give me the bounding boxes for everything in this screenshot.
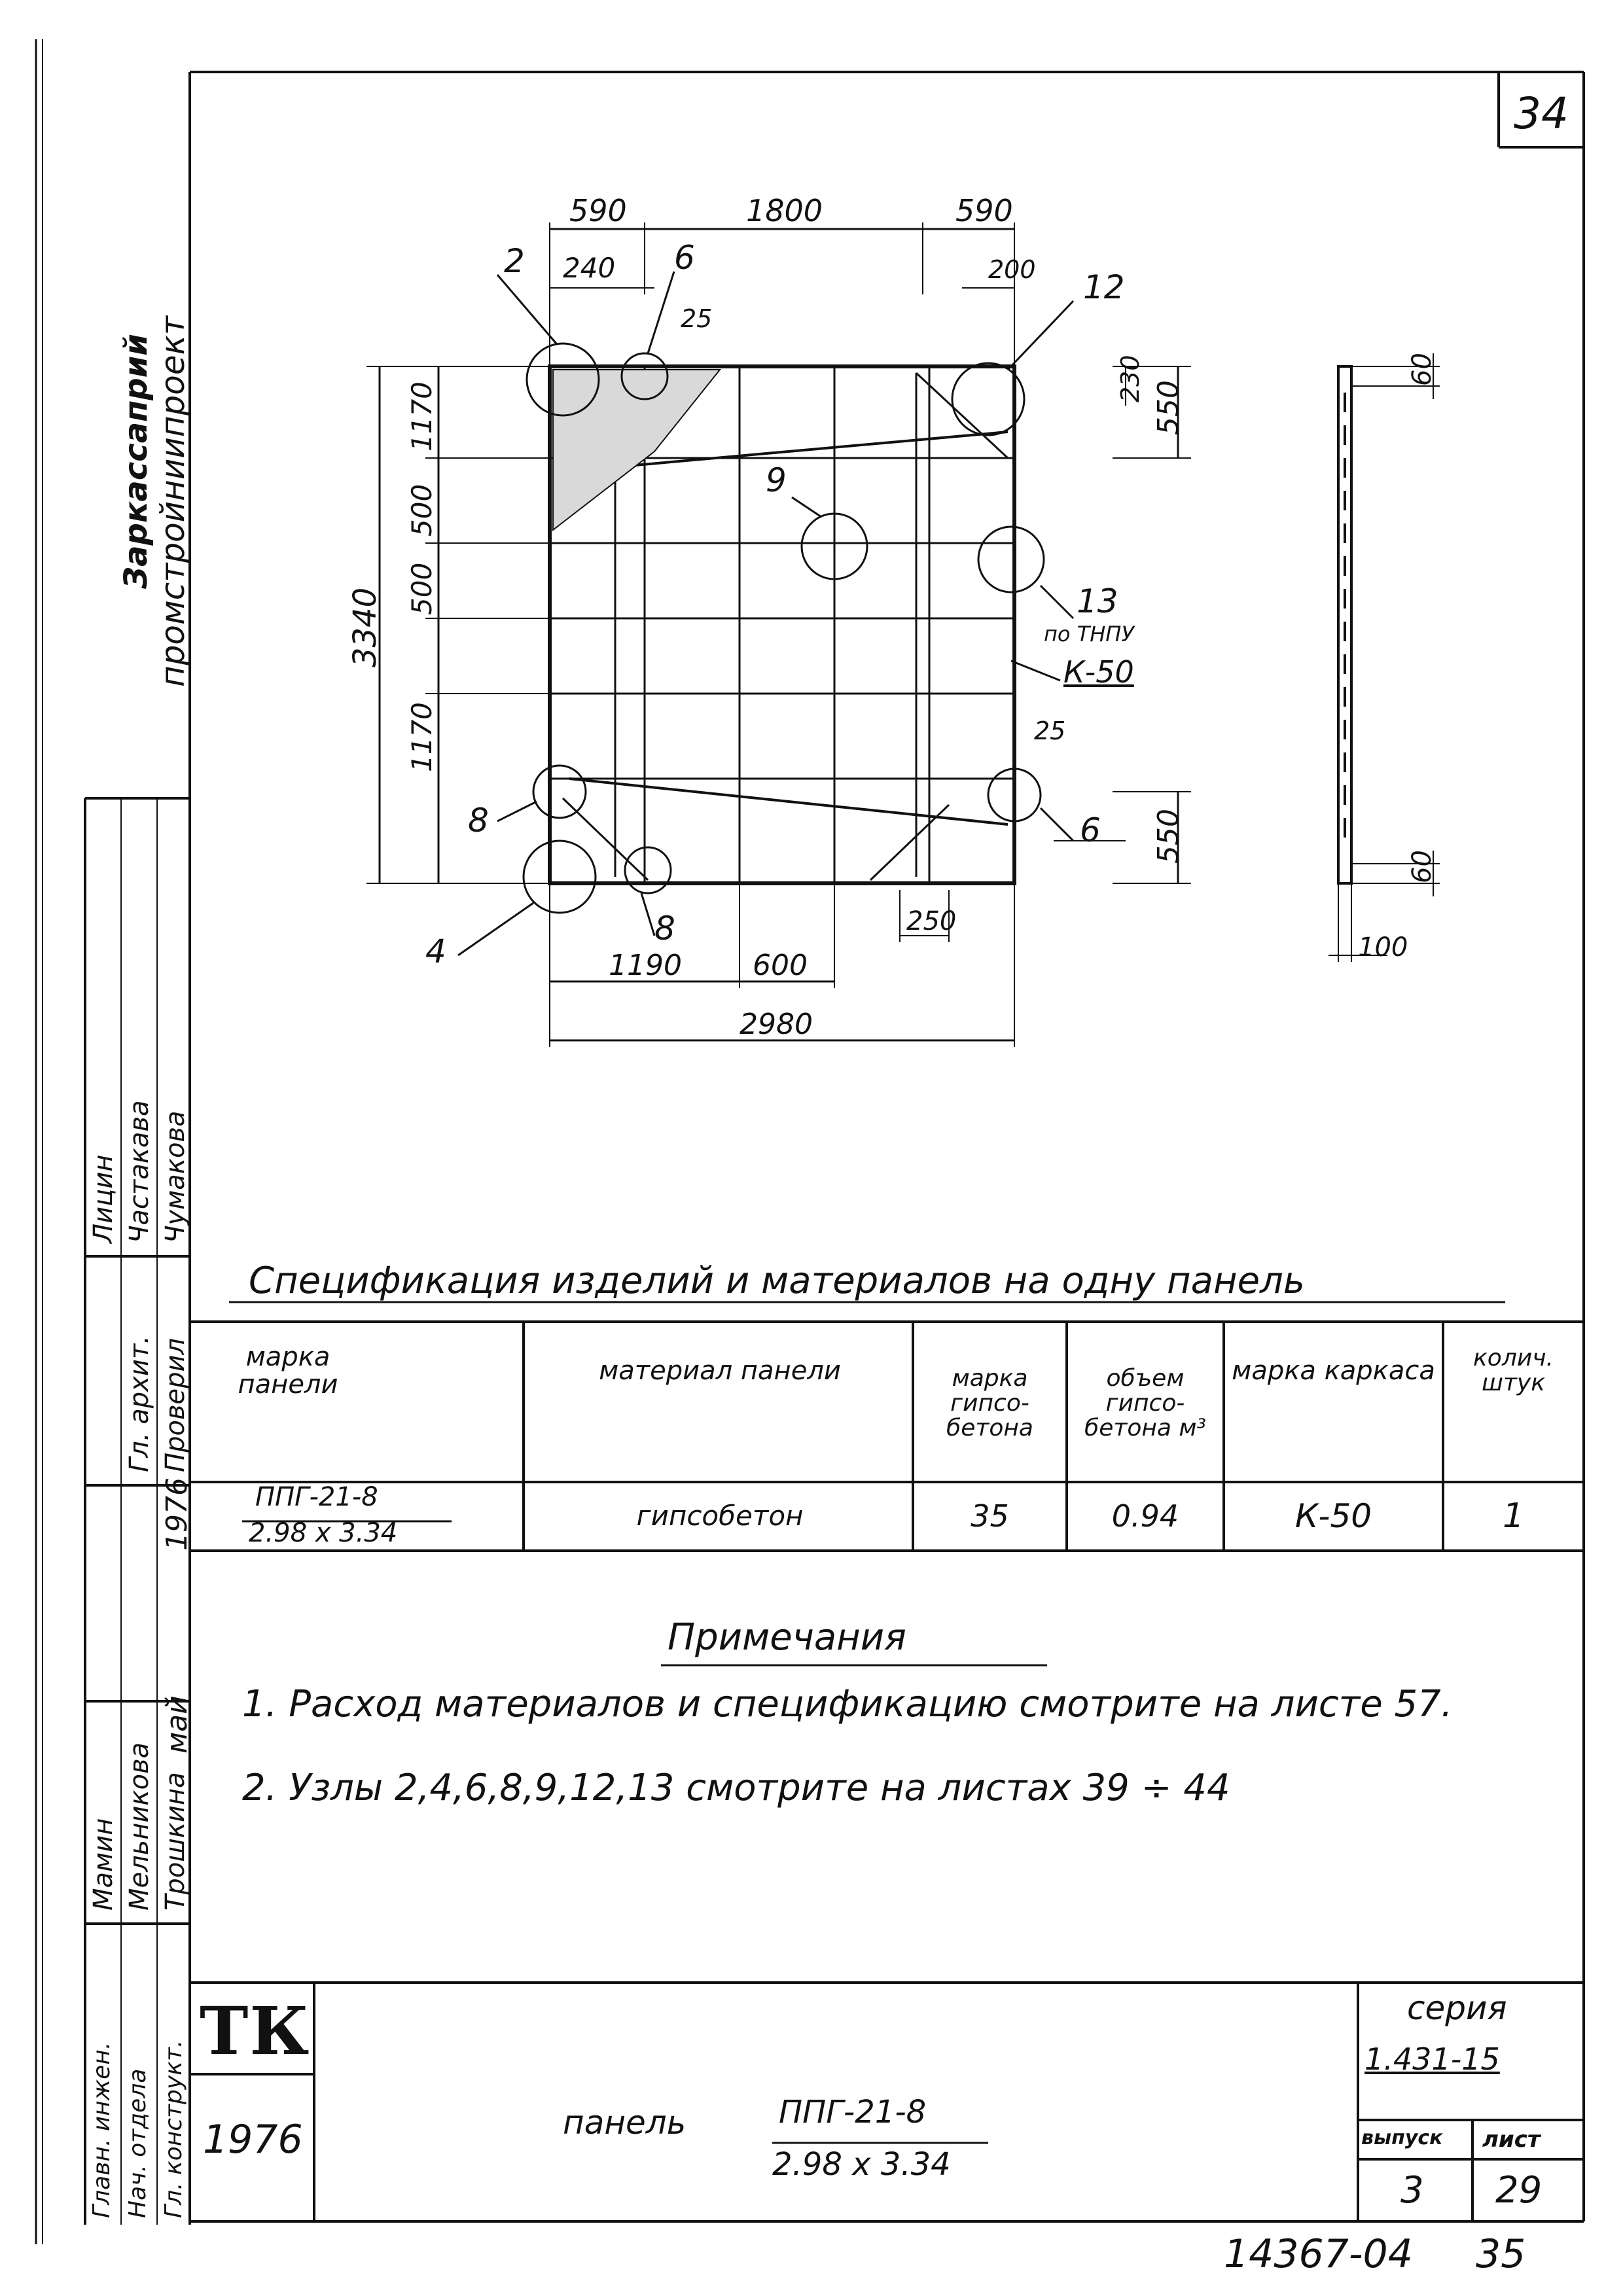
node-label: 12 — [1083, 268, 1125, 306]
dim-3340: 3340 — [347, 587, 383, 667]
title-block-label: панель — [563, 2104, 687, 2142]
notes-title: Примечания — [668, 1616, 906, 1659]
stamp-role: Гл. конструкт. — [160, 2040, 187, 2218]
release-date-label — [160, 2214, 161, 2218]
stamp-role: Гл. архит. — [124, 1335, 154, 1472]
dim-500-a: 500 — [406, 484, 438, 537]
dim-2980: 2980 — [740, 1008, 813, 1041]
stamp-name: Мамин — [88, 1818, 118, 1911]
dim-top-left: 590 — [569, 193, 627, 228]
node-13-note: по ТНПУ — [1044, 622, 1134, 646]
title-block-mark-top: ППГ-21-8 — [779, 2094, 927, 2130]
dim-25: 25 — [681, 304, 713, 333]
spec-header-material: материал панели — [599, 1356, 841, 1386]
section-dim: 60 — [1407, 850, 1437, 883]
sheet-number: 29 — [1495, 2169, 1543, 2212]
section-dim: 60 — [1407, 353, 1437, 386]
issue-number: 3 — [1400, 2169, 1424, 2212]
spec-title: Спецификация изделий и материалов на одну панель — [249, 1260, 1305, 1302]
stamp-name: Лицин — [88, 1154, 118, 1243]
note-item: 1. Расход материалов и спецификацию смотрите на листе 57. — [242, 1683, 1453, 1725]
dim-top-middle: 1800 — [746, 193, 823, 228]
frame-mark: К-50 — [1063, 654, 1134, 690]
spec-header-frame: марка каркаса — [1232, 1356, 1435, 1386]
release-year: 1976 — [160, 1477, 194, 1551]
node-label: 9 — [766, 461, 787, 499]
node-label: 4 — [425, 932, 446, 970]
stamp-role: Нач. отдела — [124, 2068, 151, 2218]
series-label: серия — [1407, 1989, 1507, 2027]
node-label: 6 — [1080, 811, 1101, 849]
dim-240: 240 — [563, 252, 616, 284]
dim-230: 230 — [1116, 355, 1145, 402]
node-label: 6 — [674, 239, 695, 277]
title-block-year: 1976 — [203, 2117, 303, 2163]
stamp-name: Мельникова — [124, 1742, 154, 1911]
spec-material: гипсобетон — [636, 1500, 804, 1532]
org-name-2: промстройниипроект — [154, 316, 192, 687]
node-label: 2 — [504, 242, 525, 280]
sheet-label: лист — [1482, 2127, 1541, 2153]
stamp-name: Трошкина — [160, 1772, 190, 1911]
spec-mark-top: ППГ-21-8 — [255, 1482, 378, 1512]
dim-600: 600 — [753, 949, 808, 982]
dim-550-top: 550 — [1152, 380, 1185, 435]
dim-250: 250 — [906, 906, 957, 936]
archive-number: 35 — [1476, 2231, 1526, 2277]
stamp-role: Главн. инжен. — [88, 2041, 115, 2218]
series-number: 1.431-15 — [1364, 2041, 1500, 2077]
title-block-mark-bottom: 2.98 x 3.34 — [772, 2146, 951, 2183]
node-label: 13 — [1077, 582, 1118, 620]
stamp-name: Частакава — [124, 1100, 154, 1243]
spec-header-qty: колич. штук — [1473, 1345, 1554, 1396]
dim-1170-top: 1170 — [406, 381, 438, 451]
dim-top-right: 590 — [955, 193, 1013, 228]
stamp-role: Проверил — [160, 1337, 190, 1472]
dim-500-b: 500 — [406, 562, 438, 615]
spec-concrete-grade: 35 — [971, 1498, 1009, 1534]
spec-header-volume: объем гипсо-бетона м³ — [1084, 1365, 1206, 1441]
spec-qty: 1 — [1502, 1496, 1525, 1536]
archive-code: 14367-04 — [1224, 2231, 1413, 2277]
spec-header-panel-mark: марка панели — [238, 1342, 338, 1400]
dim-1190: 1190 — [609, 949, 682, 982]
dim-550-bottom: 550 — [1152, 809, 1185, 864]
node-label: 8 — [654, 910, 675, 947]
dim-1170-bottom: 1170 — [406, 702, 438, 772]
org-name-1: Заркассаприй — [118, 334, 154, 589]
page-number: 34 — [1514, 88, 1569, 139]
tk-logo: ТК — [200, 1992, 311, 2070]
section-dim: 100 — [1358, 932, 1408, 963]
spec-frame: К-50 — [1294, 1497, 1372, 1536]
spec-header-concrete-grade: марка гипсо-бетона — [946, 1365, 1033, 1441]
dim-200: 200 — [988, 255, 1036, 284]
stamp-name: Чумакова — [160, 1110, 190, 1243]
spec-volume: 0.94 — [1111, 1498, 1179, 1534]
spec-mark-bottom: 2.98 x 3.34 — [249, 1518, 398, 1548]
note-item: 2. Узлы 2,4,6,8,9,12,13 смотрите на листах 39 ÷ 44 — [242, 1767, 1230, 1809]
issue-label: выпуск — [1361, 2127, 1443, 2149]
dim-25-bottom: 25 — [1034, 716, 1066, 745]
release-month: май — [160, 1695, 194, 1754]
node-label: 8 — [468, 802, 489, 839]
